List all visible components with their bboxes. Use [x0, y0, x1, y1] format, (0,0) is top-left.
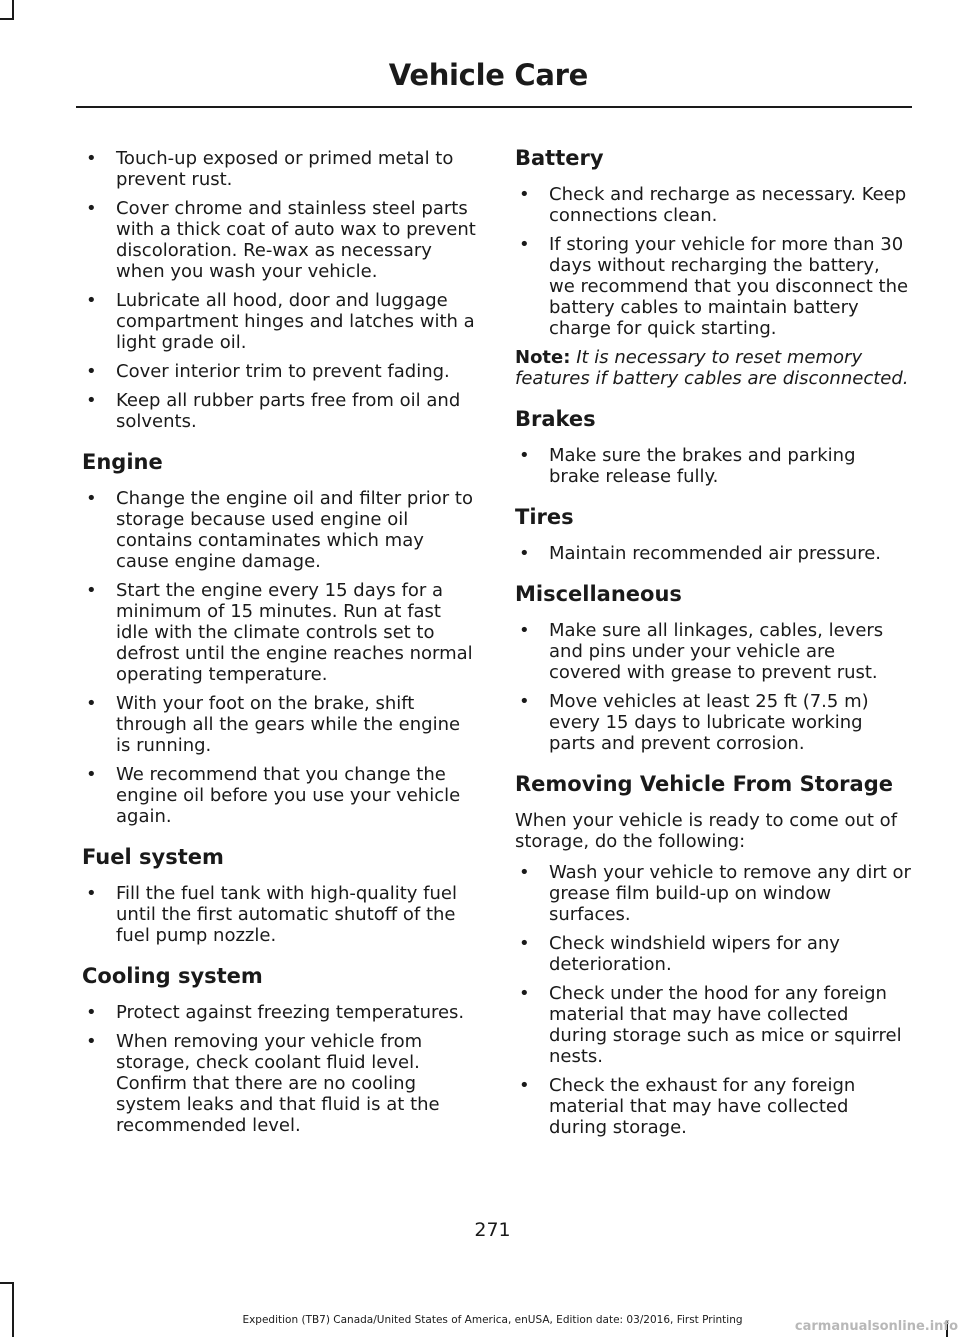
- list-item: • Check under the hood for any foreign material that may have collected during storage such as mice or squirrel nests.: [519, 983, 902, 1067]
- list-item: • If storing your vehicle for more than 30 days without recharging the battery, we recommend that you disconnect the battery cables to maintain battery charge for quick starting.: [519, 234, 909, 339]
- battery-list: [515, 184, 911, 339]
- list-item: • Make sure all linkages, cables, levers and pins under your vehicle are covered with grease to prevent rust.: [519, 620, 884, 683]
- intro-list: [82, 148, 478, 432]
- section-heading-removing-vehicle: Removing Vehicle From Storage: [515, 772, 893, 796]
- list-item: • Protect against freezing temperatures.: [86, 1002, 465, 1023]
- list-item: • Fill the fuel tank with high-quality fuel until the first automatic shutoff of the fuel pump nozzle.: [86, 883, 457, 946]
- engine-list: [82, 488, 478, 827]
- note-text: It is necessary to reset memory features if battery cables are disconnected.: [515, 347, 909, 389]
- list-item: • Make sure the brakes and parking brake release fully.: [519, 445, 856, 487]
- crop-mark: [0, 1282, 14, 1284]
- list-item: • Check windshield wipers for any deterioration.: [519, 933, 840, 975]
- cooling-list: [82, 1002, 478, 1136]
- section-heading-brakes: Brakes: [515, 407, 596, 431]
- footer-edition-info: Expedition (TB7) Canada/United States of America, enUSA, Edition date: 03/2016, First Printing: [242, 1314, 743, 1326]
- section-heading-cooling-system: Cooling system: [82, 964, 263, 988]
- list-item: • Wash your vehicle to remove any dirt or grease film build-up on window surfaces.: [519, 862, 911, 925]
- left-column: [82, 144, 478, 1144]
- crop-mark: [12, 1282, 14, 1337]
- brakes-list: [515, 445, 911, 487]
- list-item: • Maintain recommended air pressure.: [519, 543, 881, 564]
- crop-mark: [0, 18, 14, 20]
- section-heading-fuel-system: Fuel system: [82, 845, 224, 869]
- fuel-list: [82, 883, 478, 946]
- section-heading-engine: Engine: [82, 450, 163, 474]
- list-item: • With your foot on the brake, shift through all the gears while the engine is running.: [86, 693, 461, 756]
- battery-note: [515, 347, 911, 389]
- list-item: • Start the engine every 15 days for a minimum of 15 minutes. Run at fast idle with the climate controls set to defrost until the engine reaches normal operating temperature.: [86, 580, 473, 685]
- list-item: • Check the exhaust for any foreign material that may have collected during storage.: [519, 1075, 856, 1138]
- crop-mark: [12, 0, 14, 20]
- tires-list: [515, 543, 911, 564]
- list-item: • Cover interior trim to prevent fading.: [86, 361, 450, 382]
- misc-list: [515, 620, 911, 754]
- list-item: • Change the engine oil and filter prior to storage because used engine oil contains contaminates which may cause engine damage.: [86, 488, 473, 572]
- list-item: • When removing your vehicle from storage, check coolant fluid level. Confirm that there are no cooling system leaks and that fluid is at the recommended level.: [86, 1031, 440, 1136]
- section-heading-tires: Tires: [515, 505, 574, 529]
- list-item: • Move vehicles at least 25 ft (7.5 m) every 15 days to lubricate working parts and prevent corrosion.: [519, 691, 869, 754]
- header-divider: [76, 106, 912, 108]
- removing-list: [515, 862, 911, 1138]
- list-item: • Cover chrome and stainless steel parts with a thick coat of auto wax to prevent discoloration. Re-wax as necessary when you wash your vehicle.: [86, 198, 476, 282]
- list-item: • We recommend that you change the engine oil before you use your vehicle again.: [86, 764, 461, 827]
- page-title: Vehicle Care: [388, 58, 588, 92]
- list-item: • Keep all rubber parts free from oil and solvents.: [86, 390, 461, 432]
- right-column: [515, 144, 911, 1146]
- list-item: • Lubricate all hood, door and luggage compartment hinges and latches with a light grade oil.: [86, 290, 475, 353]
- removing-intro: When your vehicle is ready to come out of storage, do the following:: [515, 810, 898, 852]
- list-item: • Touch-up exposed or primed metal to prevent rust.: [86, 148, 454, 190]
- section-heading-battery: Battery: [515, 146, 604, 170]
- watermark: carmanualsonline.info: [794, 1319, 958, 1334]
- note-label: Note:: [515, 347, 571, 368]
- page-number: 271: [474, 1219, 511, 1241]
- list-item: • Check and recharge as necessary. Keep connections clean.: [519, 184, 907, 226]
- section-heading-miscellaneous: Miscellaneous: [515, 582, 682, 606]
